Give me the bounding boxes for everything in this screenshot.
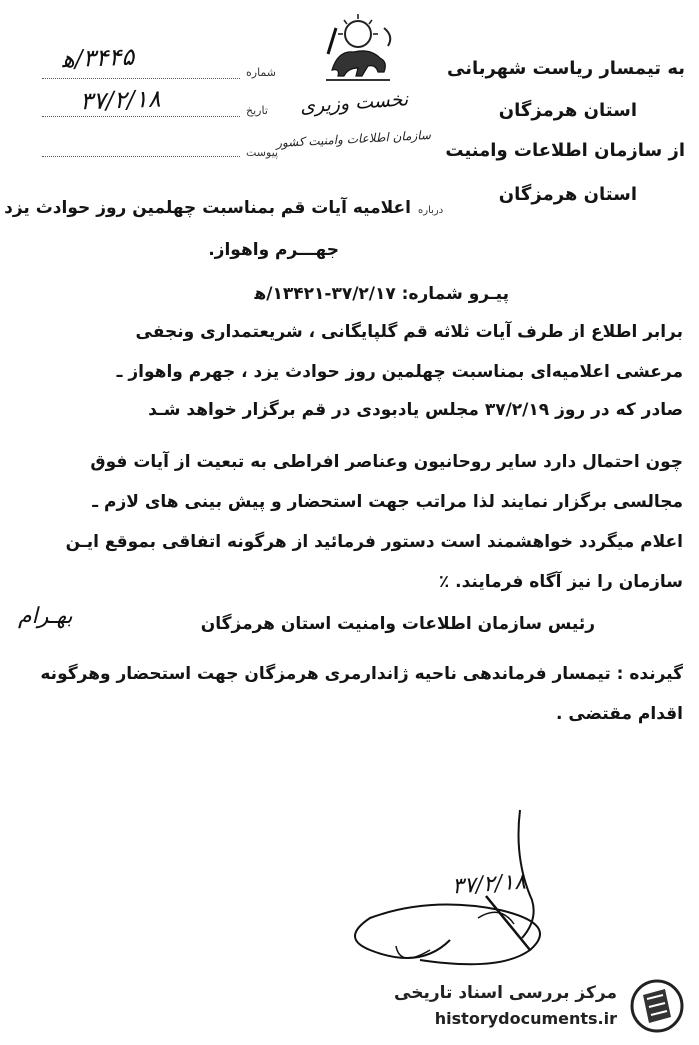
subject-label: درباره xyxy=(418,205,444,216)
recipient-line: اقدام مقتضی . xyxy=(555,704,683,724)
body-line: مرعشی اعلامیه‌ای بمناسبت چهلمین روز حوادث یزد ، جهرم واهواز ـ xyxy=(116,362,683,382)
recipient-line: گیرنده : تیمسار فرماندهی ناحیه ژاندارمری هرمزگان جهت استحضار وهرگونه xyxy=(40,664,683,684)
date-value: ۳۷/۲/۱۸ xyxy=(79,84,162,116)
attachment-label: پیوست xyxy=(246,146,279,159)
office-label: استان هرمزگان xyxy=(498,184,637,205)
logo-title: مرکز بررسی اسناد تاریخی xyxy=(394,983,617,1003)
addressee-line: به تیمسار ریاست شهربانی xyxy=(447,58,685,79)
body-line: مجالسی برگزار نمایند لذا مراتب جهت استحضار و پیش بینی های لازم ـ xyxy=(92,492,683,512)
handwritten-note: نخست وزیری xyxy=(299,88,409,118)
body-line: چون احتمال دارد سایر روحانیون وعناصر افراطی به تبعیت از آیات فوق xyxy=(90,452,683,472)
subject-line-2: جهـــرم واهواز. xyxy=(208,240,339,260)
reference-line: پیـرو شماره: ۳۷/۲/۱۷-۱۳۴۲۱/ه‍ xyxy=(254,284,509,304)
organization-stamp: سازمان اطلاعات وامنیت کشور xyxy=(275,127,432,151)
number-label: شماره xyxy=(246,66,277,79)
archive-logo xyxy=(394,977,687,1035)
logo-url: historydocuments.ir xyxy=(434,1009,617,1028)
bottom-handwritten-date: ۳۷/۲/۱۸ xyxy=(451,869,527,900)
signature-name: بهـرام xyxy=(18,604,73,629)
number-value: ۳۴۴۵/ه‍ xyxy=(61,42,135,74)
attachment-dots xyxy=(42,156,240,157)
organization-line: از سازمان اطلاعات وامنیت xyxy=(445,140,685,161)
body-line: برابر اطلاع از طرف آیات ثلاثه قم گلپایگانی ، شریعتمداری ونجفی xyxy=(135,322,683,342)
subject-line-1: اعلامیه آیات قم بمناسبت چهلمین روز حوادث یزد xyxy=(4,198,411,218)
date-dots xyxy=(42,116,240,117)
handwritten-signature xyxy=(300,800,590,980)
lion-and-sun-emblem-icon xyxy=(318,10,400,90)
date-label: تاریخ xyxy=(246,104,268,117)
body-line: صادر که در روز ۳۷/۲/۱۹ مجلس یادبودی در قم برگزار خواهد شـد xyxy=(148,400,683,420)
province-line: استان هرمزگان xyxy=(498,100,637,121)
archive-logo-icon xyxy=(627,977,687,1035)
signature-title: رئیس سازمان اطلاعات وامنیت استان هرمزگان xyxy=(200,614,595,634)
body-line: سازمان را نیز آگاه فرمایند. ٪ xyxy=(438,572,683,592)
number-dots xyxy=(42,78,240,79)
body-line: اعلام میگردد خواهشمند است دستور فرمائید از هرگونه اتفاقی بموقع ایـن xyxy=(65,532,683,552)
